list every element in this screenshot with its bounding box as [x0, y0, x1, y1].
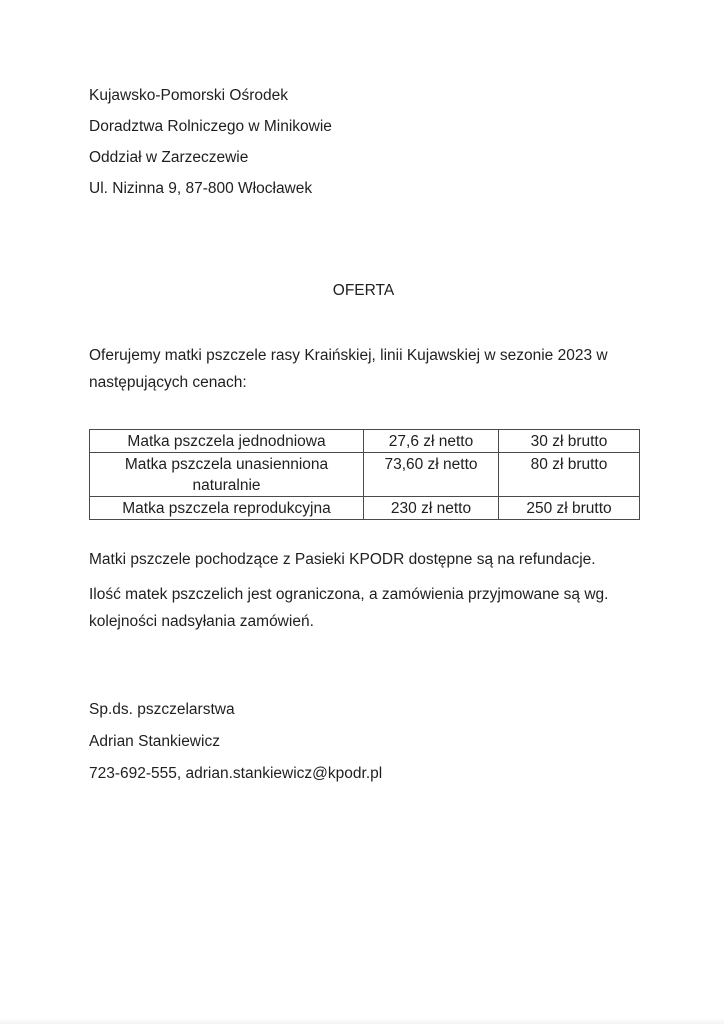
intro-line-2: następujących cenach: [89, 374, 247, 391]
table-row [90, 430, 640, 453]
letterhead-line-2: Doradztwa Rolniczego w Minikowie [89, 118, 332, 135]
limit-note-line-2: kolejności nadsyłania zamówień. [89, 613, 314, 630]
refund-note: Matki pszczele pochodzące z Pasieki KPODR dostępne są na refundacje. [89, 551, 596, 568]
price-table [89, 429, 640, 520]
letterhead [89, 82, 638, 202]
signature-contact: 723-692-555, adrian.stankiewicz@kpodr.pl [89, 765, 383, 782]
netto-cell: 27,6 zł netto [364, 430, 499, 453]
table-row [90, 453, 640, 497]
limit-note [89, 581, 638, 635]
netto-cell: 230 zł netto [364, 497, 499, 520]
netto-cell: 73,60 zł netto [364, 453, 499, 497]
product-line: Matka pszczela reprodukcyjna [122, 500, 331, 517]
signature-name: Adrian Stankiewicz [89, 733, 220, 750]
brutto-cell: 250 zł brutto [499, 497, 640, 520]
intro-paragraph [89, 342, 638, 396]
letterhead-line-1: Kujawsko-Pomorski Ośrodek [89, 87, 288, 104]
product-line: Matka pszczela jednodniowa [127, 433, 326, 450]
letterhead-line-4: Ul. Nizinna 9, 87-800 Włocławek [89, 180, 313, 197]
product-cell [90, 453, 364, 497]
limit-note-line-1: Ilość matek pszczelich jest ograniczona, a zamówienia przyjmowane są wg. [89, 586, 609, 603]
product-line: Matka pszczela unasienniona [124, 456, 329, 473]
intro-line-1: Oferujemy matki pszczele rasy Kraińskiej, linii Kujawskiej w sezonie 2023 w [89, 347, 608, 364]
product-cell [90, 430, 364, 453]
table-row [90, 497, 640, 520]
document-title: OFERTA [332, 282, 395, 299]
signature-block [89, 696, 638, 787]
letterhead-line-3: Oddział w Zarzeczewie [89, 149, 249, 166]
brutto-cell: 30 zł brutto [499, 430, 640, 453]
signature-role: Sp.ds. pszczelarstwa [89, 701, 235, 718]
brutto-cell: 80 zł brutto [499, 453, 640, 497]
product-cell [90, 497, 364, 520]
product-line: naturalnie [192, 477, 261, 494]
